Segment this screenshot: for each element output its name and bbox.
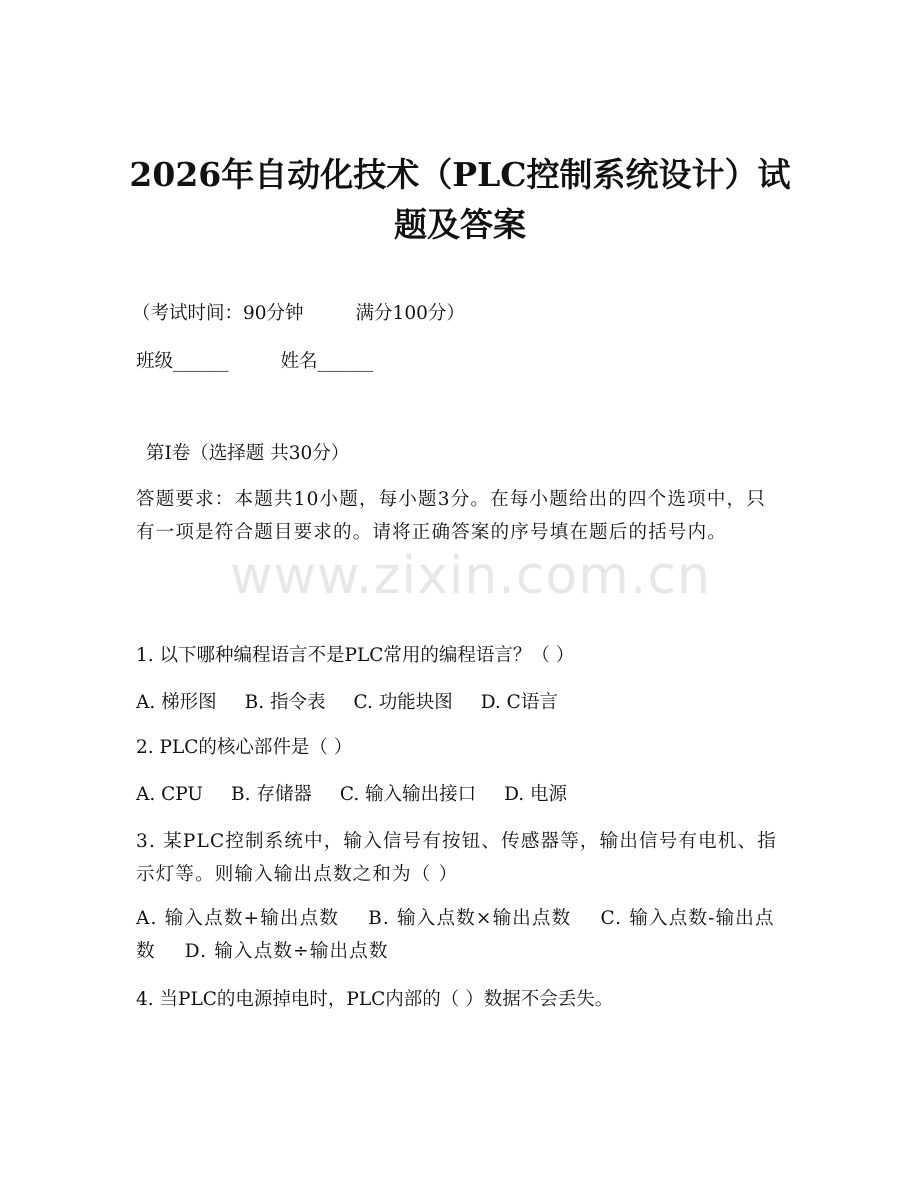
option-d: D. 电源 bbox=[504, 784, 568, 805]
exam-info bbox=[132, 297, 782, 330]
exam-score: 满分100分） bbox=[355, 303, 465, 324]
section-heading: 第I卷（选择题 共30分） bbox=[146, 443, 350, 464]
option-a: A. 输入点数+输出点数 bbox=[136, 908, 340, 929]
option-c: C. 输入输出接口 bbox=[339, 784, 477, 805]
option-a: A. 梯形图 bbox=[136, 692, 217, 713]
option-a: A. CPU bbox=[136, 784, 203, 805]
option-c: C. 输入点数-输出点数 bbox=[136, 908, 775, 962]
title-line-1: 2026年自动化技术（PLC控制系统设计）试 bbox=[129, 155, 791, 194]
question-2-options bbox=[136, 778, 786, 811]
option-d: D. 输入点数÷输出点数 bbox=[184, 941, 389, 962]
title-line-2: 题及答案 bbox=[394, 205, 526, 244]
question-3-stem: 3. 某PLC控制系统中，输入信号有按钮、传感器等，输出信号有电机、指示灯等。则输入输出点数之和为（ ） bbox=[136, 831, 777, 885]
student-info bbox=[136, 345, 786, 378]
document-title bbox=[100, 150, 820, 250]
class-field: 班级______ bbox=[136, 351, 229, 372]
watermark: www.zixin.com.cn bbox=[230, 546, 711, 606]
exam-time: （考试时间：90分钟 bbox=[132, 303, 304, 324]
question-3-options bbox=[136, 902, 784, 968]
question-1-stem: 1. 以下哪种编程语言不是PLC常用的编程语言？（ ） bbox=[136, 645, 575, 666]
option-b: B. 输入点数×输出点数 bbox=[368, 908, 572, 929]
option-d: D. C语言 bbox=[480, 692, 558, 713]
question-2-stem: 2. PLC的核心部件是（ ） bbox=[136, 737, 353, 758]
question-4-stem: 4. 当PLC的电源掉电时，PLC内部的（ ）数据不会丢失。 bbox=[136, 989, 614, 1010]
question-1-options bbox=[136, 686, 786, 719]
option-b: B. 指令表 bbox=[244, 692, 326, 713]
option-c: C. 功能块图 bbox=[353, 692, 453, 713]
section-instruction: 答题要求：本题共10小题，每小题3分。在每小题给出的四个选项中，只有一项是符合题目要求的。请将正确答案的序号填在题后的括号内。 bbox=[136, 489, 766, 543]
option-b: B. 存储器 bbox=[231, 784, 312, 805]
name-field: 姓名______ bbox=[280, 351, 374, 372]
